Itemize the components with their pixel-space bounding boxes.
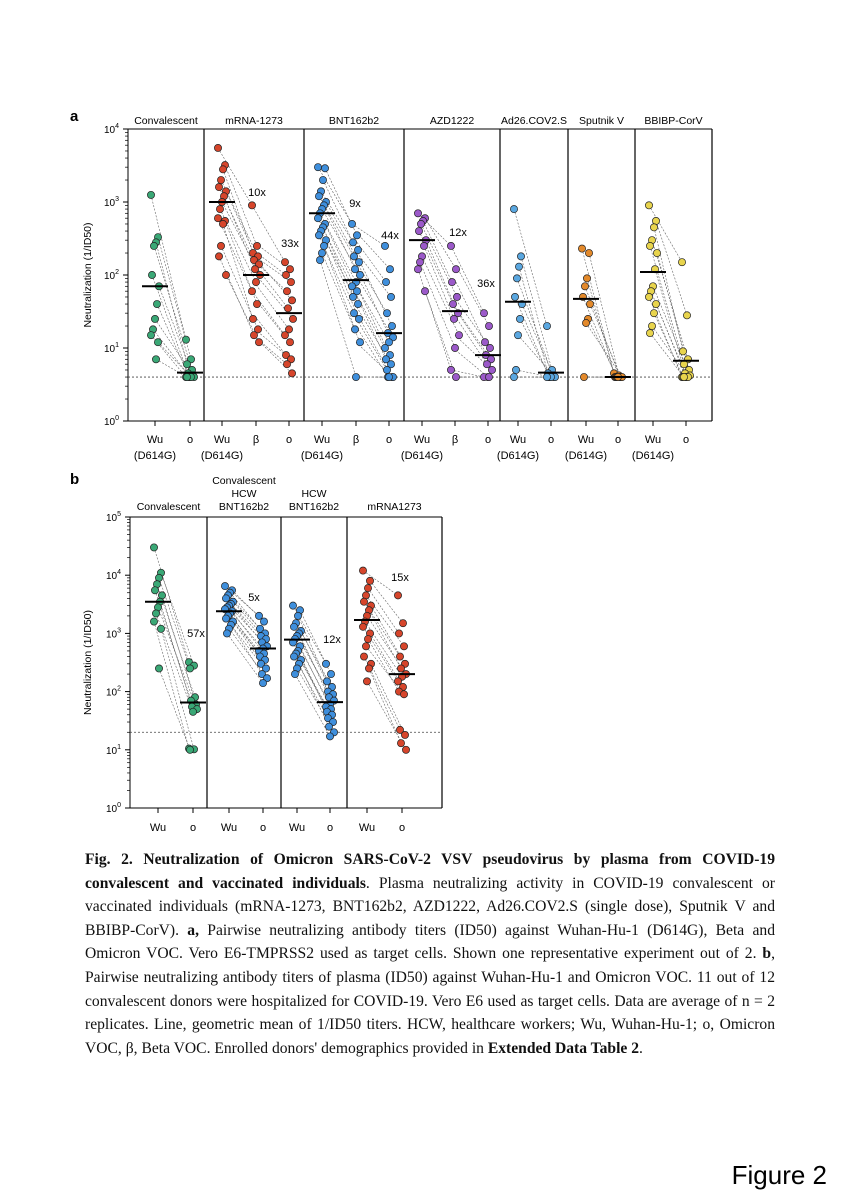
data-point <box>578 245 585 252</box>
data-point <box>452 266 459 273</box>
x-tick-label: o <box>186 434 194 446</box>
data-point <box>248 202 255 209</box>
group-title: AZD1222 <box>429 115 475 127</box>
data-point <box>455 332 462 339</box>
data-point <box>543 373 550 380</box>
data-point <box>157 625 164 632</box>
group-convalescent <box>137 501 206 834</box>
pair-line <box>522 304 554 377</box>
data-point <box>650 310 657 317</box>
x-tick-label: o <box>189 822 197 834</box>
data-point <box>387 293 394 300</box>
pair-line <box>590 304 621 377</box>
data-point <box>349 239 356 246</box>
data-point <box>683 312 690 319</box>
data-point <box>354 246 361 253</box>
caption-label-a: a, <box>187 921 199 939</box>
group-bnt162b2 <box>301 115 402 462</box>
data-point <box>397 740 404 747</box>
data-point <box>284 305 291 312</box>
data-point <box>150 618 157 625</box>
data-point <box>216 205 223 212</box>
data-point <box>543 322 550 329</box>
data-point <box>289 602 296 609</box>
data-point <box>359 567 366 574</box>
data-point <box>260 618 267 625</box>
data-point <box>516 315 523 322</box>
data-point <box>417 220 424 227</box>
group-title: BBIBP-CorV <box>644 115 703 127</box>
y-tick-label: $10^4$ <box>105 569 121 583</box>
data-point <box>394 592 401 599</box>
data-point <box>365 665 372 672</box>
fold-change-label: 15x <box>391 572 409 584</box>
pair-line <box>583 297 616 377</box>
data-point <box>349 293 356 300</box>
data-point <box>401 731 408 738</box>
data-point <box>356 339 363 346</box>
y-tick-label: $10^4$ <box>103 123 119 136</box>
data-point <box>679 348 686 355</box>
data-point <box>414 266 421 273</box>
data-point <box>353 232 360 239</box>
data-point <box>151 315 158 322</box>
x-tick-label: Wu <box>509 434 527 446</box>
data-point <box>488 366 495 373</box>
data-point <box>248 288 255 295</box>
data-point <box>214 144 221 151</box>
data-point <box>515 263 522 270</box>
x-tick-label: Wu <box>288 822 306 834</box>
fold-change-label: 5x <box>248 592 260 604</box>
data-point <box>414 210 421 217</box>
data-point <box>678 259 685 266</box>
x-tick-label: Wu <box>644 434 662 446</box>
pair-line <box>218 218 252 291</box>
x-tick-sublabel: (D614G) <box>133 450 177 462</box>
data-point <box>222 595 229 602</box>
x-tick-sublabel: (D614G) <box>631 450 675 462</box>
x-tick-label: β <box>252 434 260 446</box>
data-point <box>283 361 290 368</box>
data-point <box>646 329 653 336</box>
data-point <box>315 232 322 239</box>
group-bbibp-corv <box>632 115 703 462</box>
y-tick-label: $10^0$ <box>105 802 121 815</box>
data-point <box>650 224 657 231</box>
pair-line <box>423 221 452 282</box>
data-point <box>385 373 392 380</box>
x-tick-label: Wu <box>413 434 431 446</box>
data-point <box>351 266 358 273</box>
pair-line <box>589 253 619 375</box>
group-title: BNT162b2 <box>218 501 270 513</box>
data-point <box>397 665 404 672</box>
x-tick-label: o <box>285 434 293 446</box>
data-point <box>315 193 322 200</box>
data-point <box>150 544 157 551</box>
group-title: Convalescent <box>136 501 201 513</box>
data-point <box>510 205 517 212</box>
x-tick-sublabel: (D614G) <box>200 450 244 462</box>
data-point <box>645 293 652 300</box>
chart-panel-b <box>70 471 442 834</box>
data-point <box>421 288 428 295</box>
panel-label: a <box>70 108 79 125</box>
x-tick-label: o <box>484 434 492 446</box>
data-point <box>394 678 401 685</box>
fold-change-label: 10x <box>248 187 266 199</box>
data-point <box>215 253 222 260</box>
fold-change-label: 9x <box>349 198 361 210</box>
data-point <box>222 271 229 278</box>
fold-change-label: 57x <box>187 628 205 640</box>
data-point <box>153 300 160 307</box>
data-point <box>381 344 388 351</box>
data-point <box>147 191 154 198</box>
data-point <box>364 585 371 592</box>
data-point <box>512 366 519 373</box>
pair-line <box>154 246 192 370</box>
pair-line <box>159 668 190 749</box>
fold-change-label: 44x <box>381 230 399 242</box>
data-point <box>219 220 226 227</box>
x-tick-sublabel: (D614G) <box>400 450 444 462</box>
pair-line <box>161 573 194 666</box>
data-point <box>214 215 221 222</box>
data-point <box>364 635 371 642</box>
data-point <box>511 293 518 300</box>
data-point <box>586 300 593 307</box>
caption-title: Fig. 2. Neutralization of Omicron SARS-CoV-2 VSV pseudovirus by plasma from COVID-19 convalescent and vaccinated individuals <box>85 851 775 892</box>
data-point <box>355 259 362 266</box>
data-point <box>648 322 655 329</box>
data-point <box>326 733 333 740</box>
fold-change-label: 12x <box>323 634 341 646</box>
data-point <box>223 630 230 637</box>
data-point <box>355 315 362 322</box>
y-axis-label: Neutralization (1/ID50) <box>82 222 94 328</box>
x-tick-label: Wu <box>149 822 167 834</box>
pair-line <box>521 256 552 370</box>
y-tick-label: $10^1$ <box>103 342 119 355</box>
caption-text-2: Pairwise neutralizing antibody titers (ID50) against Wuhan-Hu-1 (D614G), Beta and Omicron VOC. Vero E6-TMPRSS2 used as target cells. Shown one representative experiment out of 2. <box>85 921 776 963</box>
data-point <box>255 339 262 346</box>
data-point <box>450 315 457 322</box>
caption-text-1: . Plasma neutralizing activity in COVID-19 convalescent or vaccinated individuals (mRNA-1273, BNT162b2, AZD1222, Ad26.COV2.S (single dose), Sputnik V and BBIBP-CorV). <box>85 874 775 939</box>
data-point <box>152 356 159 363</box>
data-point <box>583 275 590 282</box>
data-point <box>447 242 454 249</box>
data-point <box>252 278 259 285</box>
x-tick-label: o <box>682 434 690 446</box>
data-point <box>513 275 520 282</box>
data-point <box>514 332 521 339</box>
data-point <box>485 373 492 380</box>
data-point <box>183 373 190 380</box>
data-point <box>288 297 295 304</box>
group-title: Convalescent <box>212 475 276 487</box>
data-point <box>351 326 358 333</box>
pair-line <box>161 629 194 750</box>
data-point <box>151 587 158 594</box>
x-tick-label: o <box>614 434 622 446</box>
chart-panel-a <box>70 108 712 462</box>
fold-change-label: 12x <box>449 227 467 239</box>
data-point <box>383 310 390 317</box>
y-tick-label: $10^3$ <box>103 196 119 209</box>
pair-line <box>453 348 488 377</box>
data-point <box>452 373 459 380</box>
data-point <box>286 339 293 346</box>
group-hcw-bnt162b2 <box>284 488 343 834</box>
data-point <box>352 373 359 380</box>
data-point <box>481 339 488 346</box>
x-tick-label: Wu <box>358 822 376 834</box>
data-point <box>581 283 588 290</box>
data-point <box>350 253 357 260</box>
data-point <box>314 215 321 222</box>
data-point <box>451 344 458 351</box>
figure-number-label: Figure 2 <box>731 1160 827 1190</box>
pair-line <box>219 256 254 335</box>
x-tick-label: Wu <box>213 434 231 446</box>
x-tick-label: o <box>259 822 267 834</box>
group-title: Convalescent <box>134 115 198 127</box>
data-point <box>510 373 517 380</box>
data-point <box>320 242 327 249</box>
data-point <box>221 582 228 589</box>
data-point <box>415 227 422 234</box>
caption-text-3: , Pairwise neutralizing antibody titers of plasma (ID50) against Wuhan-Hu-1 and Omicron VOC. 11 out of 12 convalescent donors were hospitalized for COVID-19. Vero E6 used as target cells. Data are average of n = 2 replicates. Line, geometric mean of 1/ID50 titers. HCW, healthcare workers; Wu, Wuhan-Hu-1; o, Omicron VOC, β, Beta VOC. Enrolled donors' demographics provided in <box>85 945 775 1057</box>
group-title: BNT162b2 <box>328 115 380 127</box>
x-tick-label: Wu <box>220 822 238 834</box>
x-tick-label: β <box>451 434 459 446</box>
data-point <box>483 361 490 368</box>
data-point <box>449 300 456 307</box>
group-mrna1273 <box>354 501 422 834</box>
pair-line <box>323 180 353 242</box>
pair-line <box>155 319 194 377</box>
data-point <box>289 315 296 322</box>
data-point <box>386 266 393 273</box>
panel-label: b <box>70 471 80 488</box>
group-mrna-1273 <box>201 115 302 462</box>
data-point <box>186 665 193 672</box>
data-point <box>150 242 157 249</box>
data-point <box>154 339 161 346</box>
data-point <box>323 678 330 685</box>
data-point <box>291 670 298 677</box>
data-point <box>366 577 373 584</box>
caption-ref: Extended Data Table 2 <box>487 1039 640 1057</box>
data-point <box>316 256 323 263</box>
data-point <box>219 166 226 173</box>
group-title: Sputnik V <box>579 115 624 127</box>
data-point <box>288 370 295 377</box>
data-point <box>255 612 262 619</box>
data-point <box>448 278 455 285</box>
x-tick-label: Wu <box>313 434 331 446</box>
data-point <box>381 242 388 249</box>
data-point <box>585 249 592 256</box>
data-point <box>215 183 222 190</box>
data-point <box>480 310 487 317</box>
x-tick-sublabel: (D614G) <box>564 450 608 462</box>
data-point <box>360 598 367 605</box>
group-title: BNT162b2 <box>288 501 340 513</box>
pair-line <box>582 249 614 374</box>
pair-line <box>655 269 685 373</box>
data-point <box>399 620 406 627</box>
data-point <box>249 315 256 322</box>
data-point <box>400 643 407 650</box>
x-tick-label: o <box>326 822 334 834</box>
data-point <box>189 708 196 715</box>
data-point <box>217 176 224 183</box>
group-title: mRNA1273 <box>367 501 422 513</box>
data-point <box>680 373 687 380</box>
data-point <box>420 242 427 249</box>
data-point <box>652 300 659 307</box>
data-point <box>325 723 332 730</box>
data-point <box>186 746 193 753</box>
data-point <box>282 271 289 278</box>
pair-line <box>159 578 190 669</box>
x-tick-sublabel: (D614G) <box>300 450 344 462</box>
data-point <box>382 278 389 285</box>
data-point <box>360 653 367 660</box>
data-point <box>290 653 297 660</box>
data-point <box>327 670 334 677</box>
caption-text-4: . <box>639 1039 643 1057</box>
data-point <box>646 242 653 249</box>
group-title: HCW <box>301 488 327 500</box>
data-point <box>485 322 492 329</box>
data-point <box>400 691 407 698</box>
pair-line <box>587 278 615 377</box>
data-point <box>319 176 326 183</box>
data-point <box>580 373 587 380</box>
data-point <box>294 612 301 619</box>
group-title: mRNA-1273 <box>225 115 283 127</box>
data-point <box>287 278 294 285</box>
group-azd1222 <box>401 115 501 462</box>
data-point <box>155 665 162 672</box>
data-point <box>447 366 454 373</box>
data-point <box>582 319 589 326</box>
y-tick-label: $10^2$ <box>105 685 121 699</box>
pair-line <box>158 607 197 709</box>
group-convalescent <box>134 115 203 462</box>
data-point <box>321 165 328 172</box>
figure-caption <box>85 848 775 1060</box>
data-point <box>259 679 266 686</box>
data-point <box>147 332 154 339</box>
pair-line <box>654 227 683 351</box>
data-point <box>363 678 370 685</box>
x-tick-label: o <box>547 434 555 446</box>
caption-label-b: b <box>762 945 772 963</box>
data-point <box>350 310 357 317</box>
data-point <box>348 220 355 227</box>
pair-line <box>652 240 688 359</box>
y-tick-label: $10^2$ <box>103 269 119 282</box>
data-point <box>253 300 260 307</box>
data-point <box>322 660 329 667</box>
y-tick-label: $10^1$ <box>105 743 121 757</box>
pair-line <box>650 333 684 377</box>
fold-change-label: 33x <box>281 238 299 250</box>
x-tick-label: β <box>352 434 360 446</box>
y-tick-label: $10^0$ <box>103 415 119 428</box>
data-point <box>222 615 229 622</box>
data-point <box>183 361 190 368</box>
data-point <box>402 746 409 753</box>
data-point <box>314 164 321 171</box>
x-tick-label: Wu <box>146 434 164 446</box>
group-convalescent-hcw-bnt162b2 <box>212 475 276 834</box>
data-point <box>290 623 297 630</box>
data-point <box>152 610 159 617</box>
group-ad26-cov2-s <box>497 115 567 462</box>
group-sputnik-v <box>565 115 631 462</box>
y-tick-label: $10^5$ <box>105 511 121 524</box>
data-point <box>182 336 189 343</box>
data-point <box>354 300 361 307</box>
data-point <box>395 630 402 637</box>
data-point <box>250 332 257 339</box>
data-point <box>517 253 524 260</box>
data-point <box>388 322 395 329</box>
fold-change-label: 36x <box>477 278 495 290</box>
data-point <box>486 344 493 351</box>
data-point <box>217 242 224 249</box>
pair-line <box>649 297 682 377</box>
data-point <box>281 259 288 266</box>
data-point <box>283 288 290 295</box>
pair-line <box>418 269 451 370</box>
data-point <box>251 266 258 273</box>
x-tick-label: o <box>385 434 393 446</box>
x-tick-label: Wu <box>577 434 595 446</box>
data-point <box>253 242 260 249</box>
x-tick-sublabel: (D614G) <box>496 450 540 462</box>
data-point <box>359 623 366 630</box>
data-point <box>281 332 288 339</box>
data-point <box>416 259 423 266</box>
data-point <box>396 653 403 660</box>
y-axis-label: Neutralization (1/ID50) <box>82 609 94 716</box>
x-tick-label: o <box>398 822 406 834</box>
data-point <box>383 366 390 373</box>
group-title: HCW <box>231 488 257 500</box>
data-point <box>645 202 652 209</box>
data-point <box>653 249 660 256</box>
data-point <box>453 293 460 300</box>
data-point <box>356 271 363 278</box>
y-tick-label: $10^3$ <box>105 627 121 641</box>
group-title: Ad26.COV2.S <box>501 115 567 127</box>
data-point <box>148 271 155 278</box>
data-point <box>362 643 369 650</box>
data-point <box>318 249 325 256</box>
